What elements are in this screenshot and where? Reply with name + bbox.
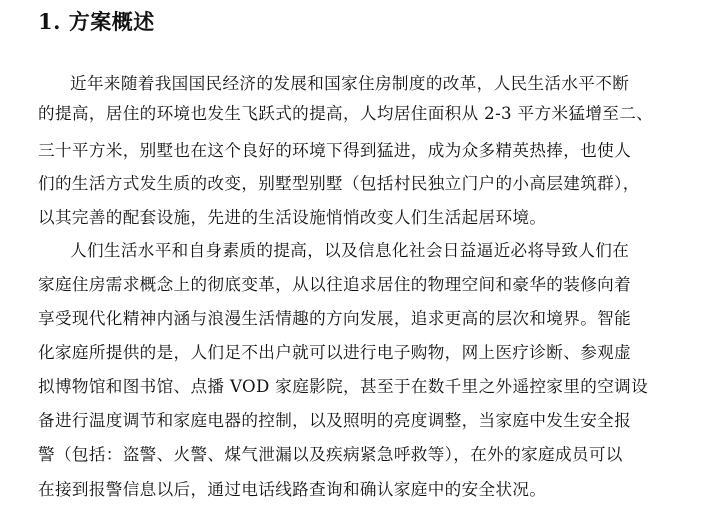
paragraph-line: 备进行温度调节和家庭电器的控制，以及照明的亮度调整，当家庭中发生安全报	[38, 411, 632, 430]
paragraph-line: 在接到报警信息以后，通过电话线路查询和确认家庭中的安全状况。	[38, 480, 547, 499]
paragraph-line: 近年来随着我国国民经济的发展和国家住房制度的改革，人民生活水平不断	[70, 74, 630, 93]
paragraph-line: 人们生活水平和自身素质的提高，以及信息化社会日益逼近必将导致人们在	[70, 241, 630, 260]
paragraph-line: 的提高，居住的环境也发生飞跃式的提高，人均居住面积从 2-3 平方米猛增至二、	[38, 104, 654, 123]
paragraph-line: 三十平方米，别墅也在这个良好的环境下得到猛进，成为众多精英热捧，也使人	[38, 141, 632, 160]
paragraph-line: 享受现代化精神内涵与浪漫生活情趣的方向发展，追求更高的层次和境界。智能	[38, 309, 632, 328]
paragraph-line: 以其完善的配套设施，先进的生活设施悄悄改变人们生活起居环境。	[38, 208, 547, 227]
paragraph-line: 警（包括：盗警、火警、煤气泄漏以及疾病紧急呼救等），在外的家庭成员可以	[38, 445, 623, 464]
section-heading: 1. 方案概述	[38, 9, 155, 34]
paragraph-line: 家庭住房需求概念上的彻底变革，从以往追求居住的物理空间和豪华的装修向着	[38, 275, 632, 294]
paragraph-line: 拟博物馆和图书馆、点播 VOD 家庭影院，甚至于在数千里之外遥控家里的空调设	[38, 377, 649, 396]
paragraph-line: 化家庭所提供的是，人们足不出户就可以进行电子购物，网上医疗诊断、参观虚	[38, 343, 632, 362]
paragraph-line: 们的生活方式发生质的改变，别墅型别墅（包括村民独立门户的小高层建筑群），	[38, 174, 640, 193]
